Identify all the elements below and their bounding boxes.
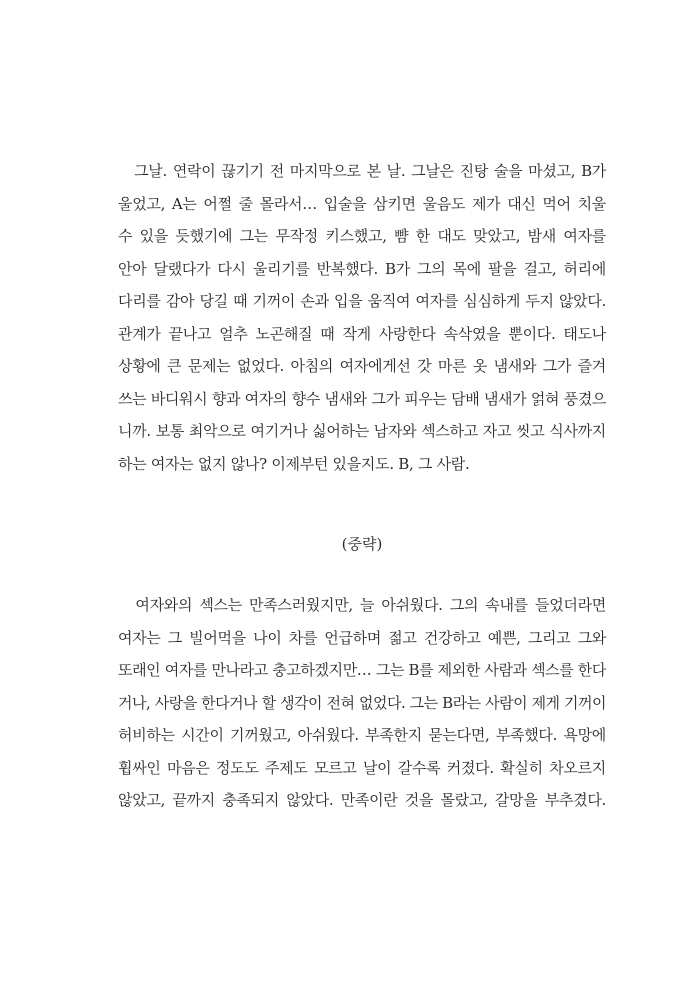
section-break: (중략) bbox=[341, 535, 383, 553]
paragraph-2-line-5: 허비하는 시간이 기꺼웠고, 아쉬웠다. 부족한지 묻는다면, 부족했다. 욕망에 bbox=[118, 726, 606, 744]
paragraph-1-line-7: 상황에 큰 문제는 없었다. 아침의 여자에게선 갓 마른 옷 냄새와 그가 즐겨 bbox=[118, 357, 606, 375]
paragraph-1-line-8: 쓰는 바디워시 향과 여자의 향수 냄새와 그가 피우는 담배 냄새가 얽혀 풍겼으 bbox=[118, 389, 606, 408]
paragraph-2-line-2: 여자는 그 빌어먹을 나이 차를 언급하며 젊고 건강하고 예쁜, 그리고 그와 bbox=[118, 628, 606, 647]
paragraph-1-line-9: 니까. 보통 최악으로 여기거나 싫어하는 남자와 섹스하고 자고 씻고 식사까지 bbox=[118, 422, 606, 440]
paragraph-1-line-5: 다리를 감아 당길 때 기꺼이 손과 입을 움직여 여자를 심심하게 두지 않았다. bbox=[118, 292, 606, 310]
paragraph-1-line-2: 울었고, A는 어쩔 줄 몰라서… 입술을 삼키면 울음도 제가 대신 먹어 치울 bbox=[118, 194, 606, 213]
paragraph-1-line-3: 수 있을 듯했기에 그는 무작정 키스했고, 뺨 한 대도 맞았고, 밤새 여자를 bbox=[118, 227, 606, 245]
paragraph-2-line-1: 여자와의 섹스는 만족스러웠지만, 늘 아쉬웠다. 그의 속내를 들었더라면 bbox=[118, 596, 606, 614]
paragraph-1-line-10: 하는 여자는 없지 않나? 이제부턴 있을지도. B, 그 사람. bbox=[118, 454, 470, 473]
paragraph-2-line-3: 또래인 여자를 만나라고 충고하겠지만… 그는 B를 제외한 사람과 섹스를 한다 bbox=[118, 661, 606, 679]
paragraph-2-line-6: 휩싸인 마음은 정도도 주제도 모르고 날이 갈수록 커졌다. 확실히 차오르지 bbox=[118, 758, 606, 777]
paragraph-2-line-7: 않았고, 끝까지 충족되지 않았다. 만족이란 것을 몰랐고, 갈망을 부추겼다. bbox=[118, 791, 606, 809]
paragraph-2-line-4: 거나, 사랑을 한다거나 할 생각이 전혀 없었다. 그는 B라는 사람이 제게 기꺼이 bbox=[118, 693, 606, 712]
paragraph-1-line-1: 그날. 연락이 끊기기 전 마지막으로 본 날. 그날은 진탕 술을 마셨고, B가 bbox=[118, 162, 606, 180]
paragraph-1-line-4: 안아 달랬다가 다시 울리기를 반복했다. B가 그의 목에 팔을 걸고, 허리에 bbox=[118, 259, 606, 278]
paragraph-1 bbox=[118, 155, 606, 480]
paragraph-1-line-6: 관계가 끝나고 얼추 노곤해질 때 작게 사랑한다 속삭였을 뿐이다. 태도나 bbox=[118, 324, 606, 343]
paragraph-2 bbox=[118, 589, 606, 817]
